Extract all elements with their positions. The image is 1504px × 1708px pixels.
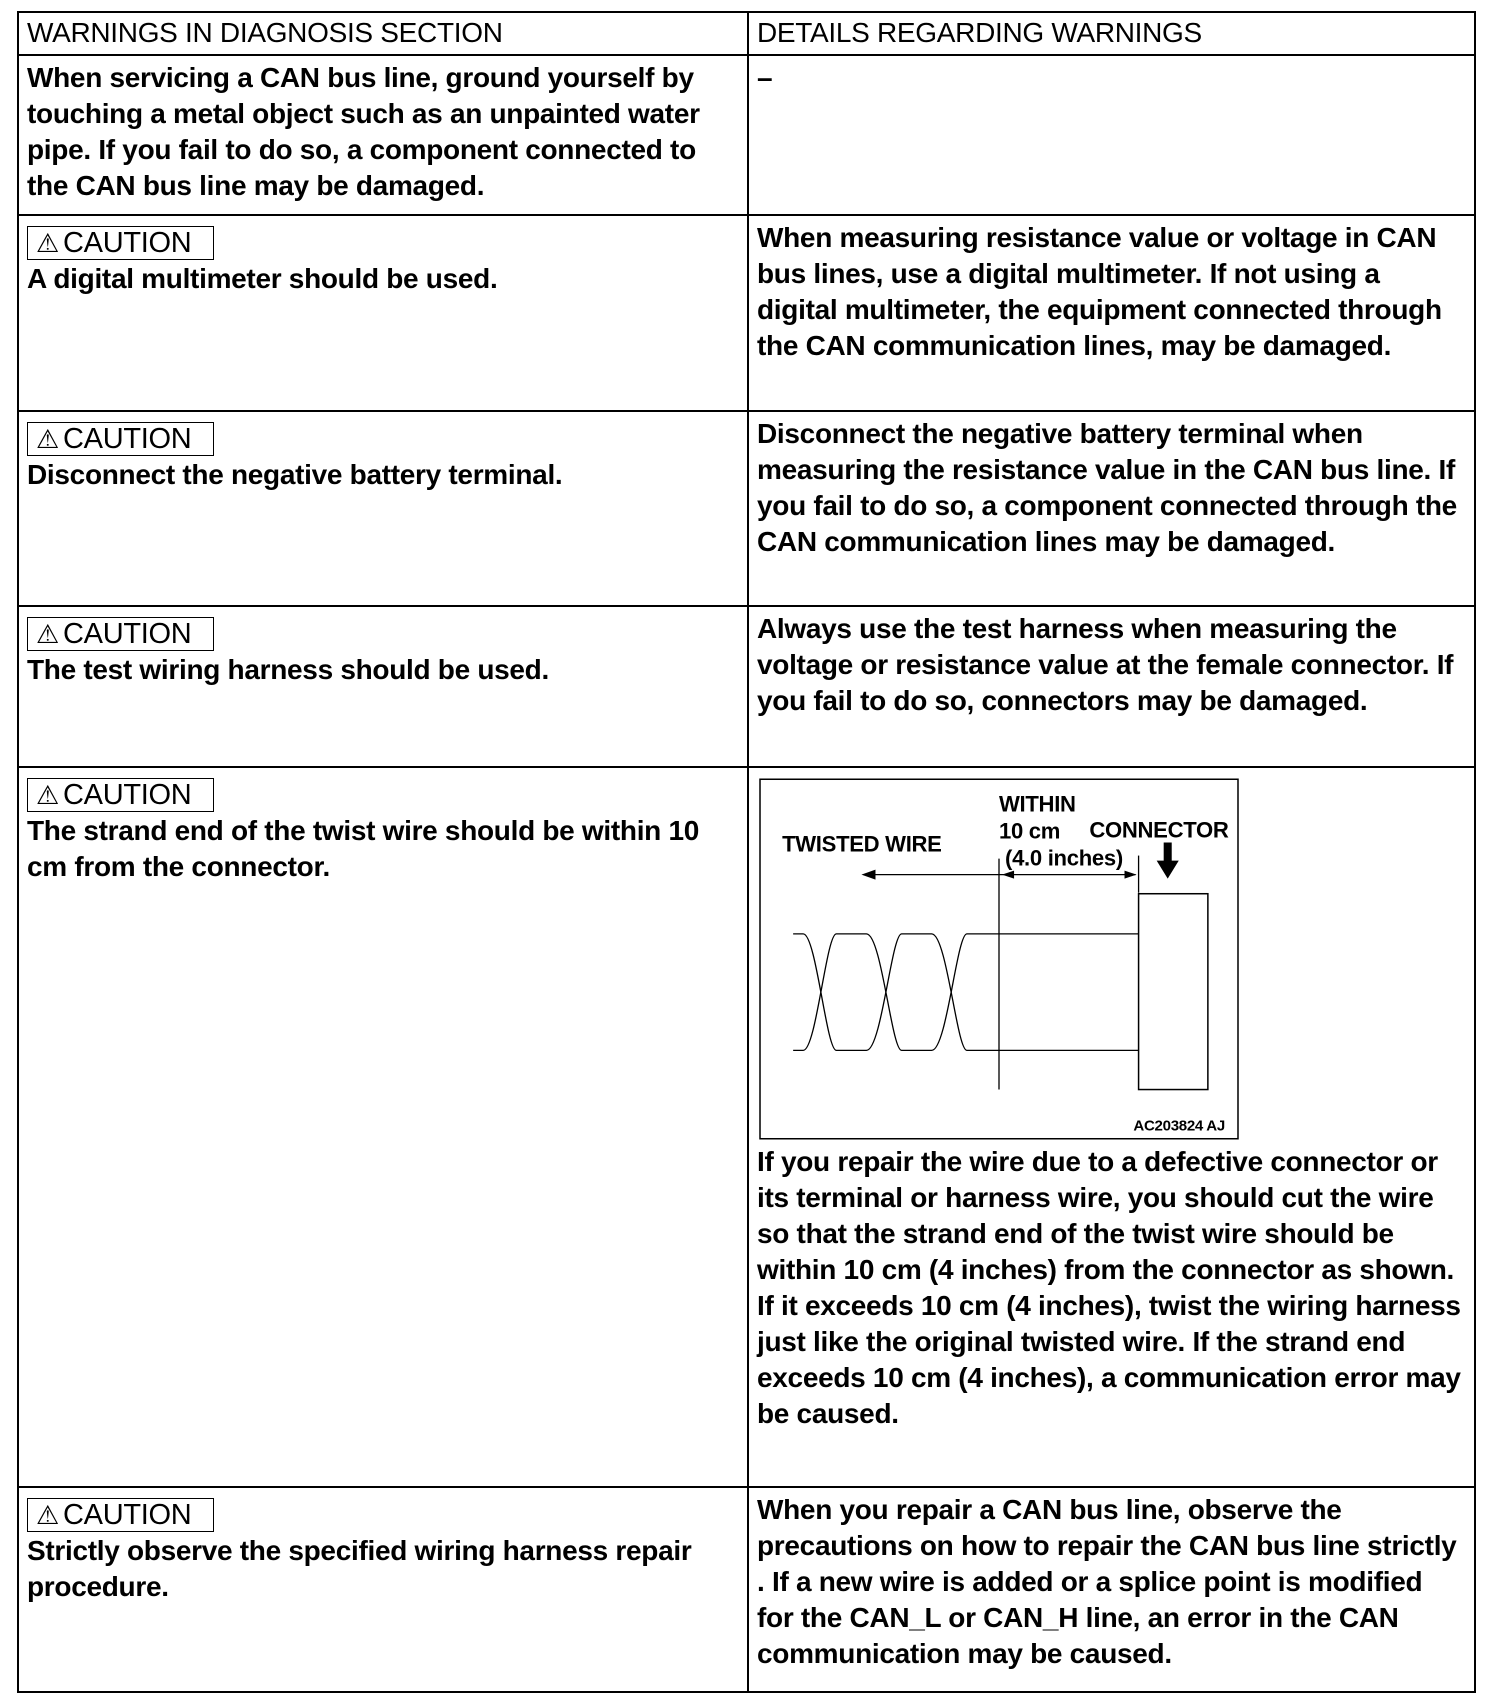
twisted-wire-label: TWISTED WIRE [782, 831, 942, 857]
warnings-table [17, 11, 1476, 1693]
caution-badge [27, 226, 214, 260]
caution-badge [27, 778, 214, 812]
warning-cell [18, 411, 748, 606]
table-header [18, 12, 1475, 55]
details-cell: When you repair a CAN bus line, observe the precautions on how to repair the CAN bus line strictly . If a new wire is added or a splice point is modified for the CAN_L or CAN_H line, an error in the CAN communication may be caused. [748, 1487, 1475, 1692]
table-row [18, 55, 1475, 215]
warning-cell [18, 1487, 748, 1692]
caution-label: CAUTION [63, 618, 192, 650]
table-row [18, 1487, 1475, 1692]
details-cell: – [748, 55, 1475, 215]
table-row [18, 411, 1475, 606]
connector-shape [1139, 894, 1208, 1090]
warning-triangle-icon: ⚠ [36, 780, 60, 810]
caution-badge [27, 422, 214, 456]
warning-text: A digital multimeter should be used. [27, 263, 498, 294]
warning-cell [18, 215, 748, 411]
twisted-wire [793, 934, 1138, 1050]
caution-label: CAUTION [63, 1499, 192, 1531]
warning-text: The strand end of the twist wire should be within 10 cm from the connector. [27, 815, 700, 882]
caution-label: CAUTION [63, 227, 192, 259]
warning-cell [18, 606, 748, 767]
details-cell: Always use the test harness when measuring the voltage or resistance value at the female connector. If you fail to do so, connectors may be damaged. [748, 606, 1475, 767]
connector-arrow-icon [1157, 843, 1179, 879]
warning-triangle-icon: ⚠ [36, 424, 60, 454]
connector-label: CONNECTOR [1089, 817, 1229, 843]
details-cell: When measuring resistance value or voltage in CAN bus lines, use a digital multimeter. If not using a digital multimeter, the equipment connected through the CAN communication lines, may be damaged. [748, 215, 1475, 411]
table-row [18, 606, 1475, 767]
within-label: WITHIN [999, 791, 1076, 817]
warning-triangle-icon: ⚠ [36, 1500, 60, 1530]
header-warnings: WARNINGS IN DIAGNOSIS SECTION [18, 12, 748, 55]
warning-text: The test wiring harness should be used. [27, 654, 549, 685]
figure-id: AC203824 AJ [1133, 1117, 1225, 1135]
details-cell [748, 767, 1475, 1487]
caution-badge [27, 617, 214, 651]
warning-cell [18, 767, 748, 1487]
table-row [18, 215, 1475, 411]
caution-label: CAUTION [63, 423, 192, 455]
details-cell: Disconnect the negative battery terminal when measuring the resistance value in the CAN bus line. If you fail to do so, a component connected through the CAN communication lines may be damaged. [748, 411, 1475, 606]
caution-badge [27, 1498, 214, 1532]
warning-triangle-icon: ⚠ [36, 228, 60, 258]
distance-inches-label: (4.0 inches) [1005, 845, 1123, 871]
warning-triangle-icon: ⚠ [36, 619, 60, 649]
distance-label: 10 cm [999, 818, 1061, 844]
warning-text: Disconnect the negative battery terminal. [27, 459, 563, 490]
details-text: If you repair the wire due to a defective connector or its terminal or harness wire, you should cut the wire so that the strand end of the twist wire should be within 10 cm (4 inches) from the connector as shown. If it exceeds 10 cm (4 inches), twist the wiring harness just like the original twisted wire. If the strand end exceeds 10 cm (4 inches), a communication error may be caused. [757, 1146, 1461, 1429]
header-details: DETAILS REGARDING WARNINGS [748, 12, 1475, 55]
caution-label: CAUTION [63, 779, 192, 811]
warning-cell: When servicing a CAN bus line, ground yourself by touching a metal object such as an unpainted water pipe. If you fail to do so, a component connected to the CAN bus line may be damaged. [18, 55, 748, 215]
dimension-lines [864, 856, 1138, 1090]
table-row [18, 767, 1475, 1487]
twisted-wire-diagram [759, 778, 1239, 1140]
warning-text: Strictly observe the specified wiring harness repair procedure. [27, 1535, 692, 1602]
